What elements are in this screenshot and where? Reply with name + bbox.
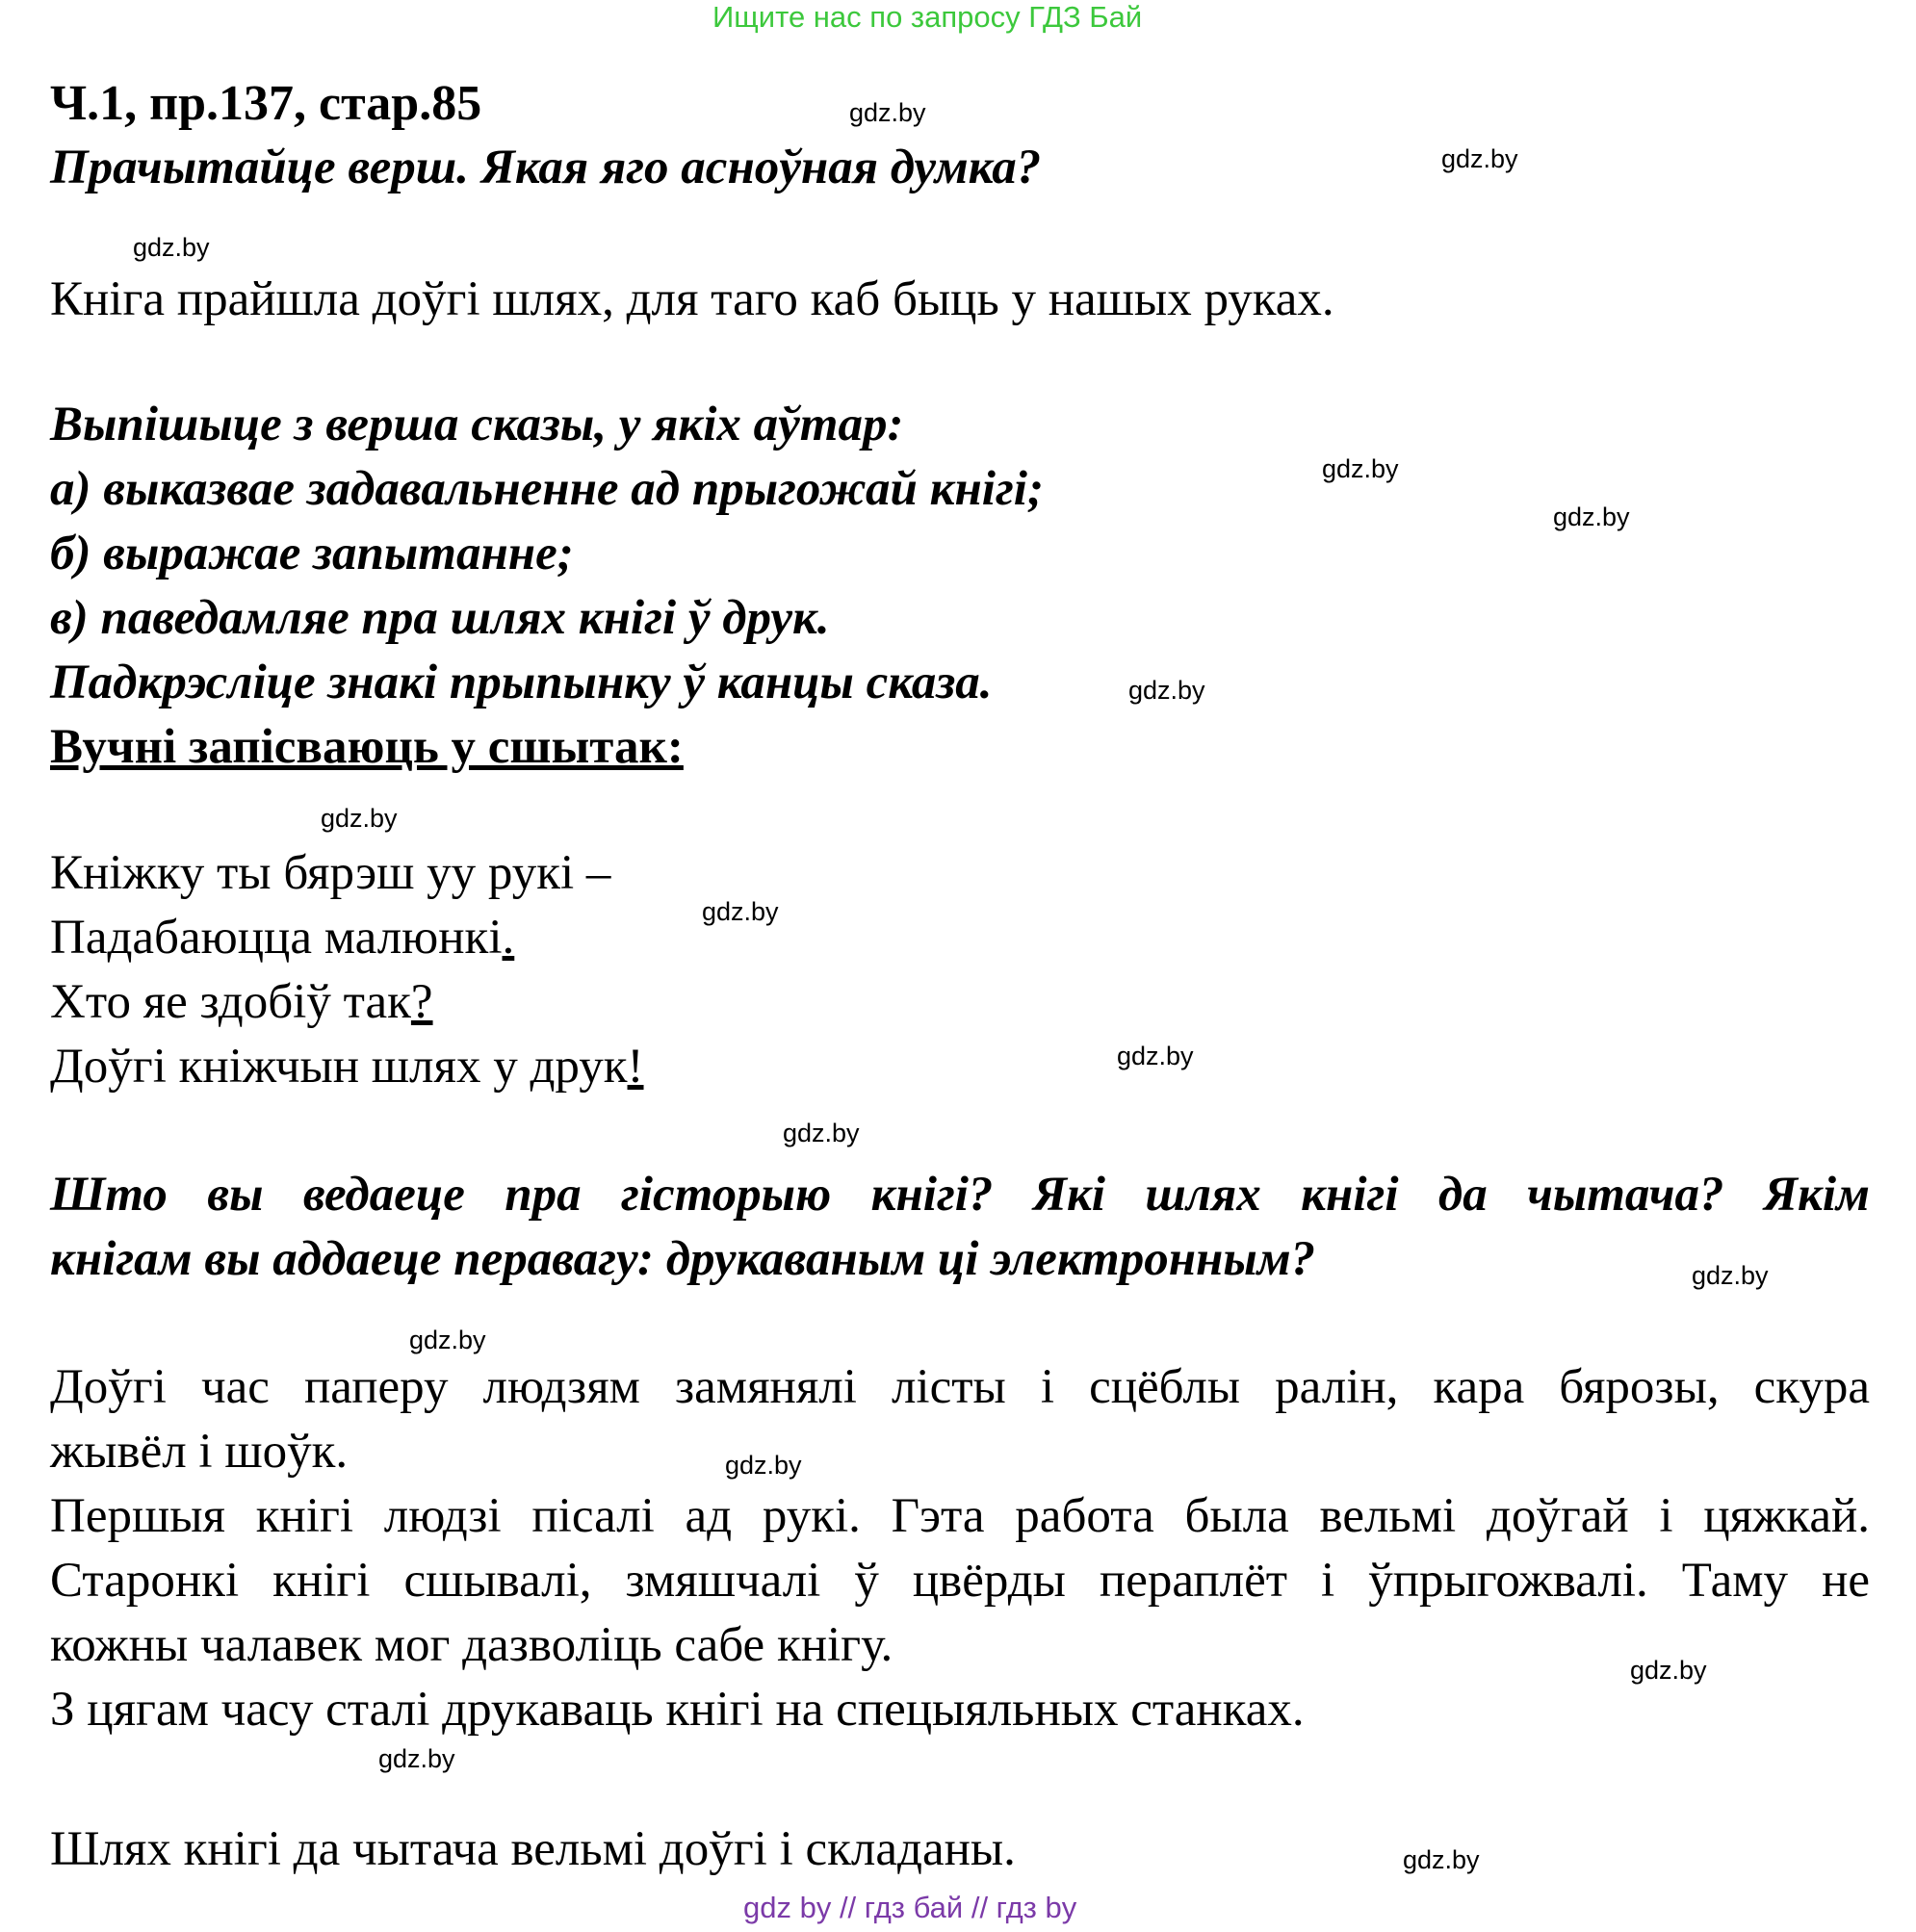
watermark: gdz.by xyxy=(409,1326,486,1354)
task-3-line-2: кнігам вы аддаеце перавагу: друкаваным ці электронным? xyxy=(50,1232,1316,1286)
footer-links: gdz by // гдз бай // гдз by xyxy=(743,1891,1077,1924)
punctuation-mark: ? xyxy=(410,975,433,1029)
watermark: gdz.by xyxy=(378,1744,455,1773)
poem-line-2: Падабаюцца малюнкі. xyxy=(50,911,515,965)
poem-line-4: Доўгі кніжчын шлях у друк! xyxy=(50,1040,644,1094)
punctuation-mark: ! xyxy=(627,1040,644,1094)
task-2-line-4: в) паведамляе пра шлях кнігі ў друк. xyxy=(50,591,830,645)
poem-line-1: Кніжку ты бярэш уу рукі – xyxy=(50,846,611,900)
task-2-line-3: б) выражае запытанне; xyxy=(50,527,574,580)
watermark: gdz.by xyxy=(849,98,926,127)
site-banner: Ищите нас по запросу ГДЗ Бай xyxy=(712,0,1143,34)
watermark: gdz.by xyxy=(1322,454,1399,483)
answer-3-p2-line-3: кожны чалавек мог дазволіць сабе кнігу. xyxy=(50,1618,893,1672)
poem-line-3: Хто яе здобіў так? xyxy=(50,975,433,1029)
answer-3-p3: З цягам часу сталі друкаваць кнігі на спецыяльных станках. xyxy=(50,1683,1305,1737)
answer-3-p1-line-1: Доўгі час паперу людзям замянялі лісты і сцёблы ралін, кара бярозы, скура xyxy=(50,1360,1870,1414)
watermark: gdz.by xyxy=(783,1119,860,1147)
task-2-line-1: Выпішыце з верша сказы, у якіх аўтар: xyxy=(50,398,904,451)
task-3-line-1: Што вы ведаеце пра гісторыю кнігі? Які шлях кнігі да чытача? Якім xyxy=(50,1168,1870,1222)
watermark: gdz.by xyxy=(725,1451,802,1480)
answer-3-p1-line-2: жывёл і шоўк. xyxy=(50,1425,349,1479)
watermark: gdz.by xyxy=(1692,1261,1769,1290)
answer-1: Кніга прайшла доўгі шлях, для таго каб быць у нашых руках. xyxy=(50,272,1334,326)
task-2-line-5: Падкрэсліце знакі прыпынку ў канцы сказа. xyxy=(50,656,993,709)
watermark: gdz.by xyxy=(1553,502,1630,531)
answer-3-p2-line-2: Старонкі кнігі сшывалі, змяшчалі ў цвёрды пераплёт і ўпрыгожвалі. Таму не xyxy=(50,1554,1870,1608)
task-1: Прачытайце верш. Якая яго асноўная думка? xyxy=(50,141,1042,194)
watermark: gdz.by xyxy=(1441,144,1518,173)
watermark: gdz.by xyxy=(133,233,210,262)
watermark: gdz.by xyxy=(702,897,779,926)
punctuation-mark: . xyxy=(502,911,515,965)
answer-3-p4: Шлях кнігі да чытача вельмі доўгі і складаны. xyxy=(50,1822,1016,1876)
watermark: gdz.by xyxy=(1128,676,1205,705)
answer-3-p2-line-1: Першыя кнігі людзі пісалі ад рукі. Гэта работа была вельмі доўгай і цяжкай. xyxy=(50,1489,1870,1543)
notebook-header: Вучні запісваюць у сшытак: xyxy=(50,720,684,774)
watermark: gdz.by xyxy=(321,804,398,833)
watermark: gdz.by xyxy=(1117,1042,1194,1070)
page-title: Ч.1, пр.137, стар.85 xyxy=(50,76,482,131)
task-2-line-2: а) выказвае задавальненне ад прыгожай кнігі; xyxy=(50,462,1044,516)
watermark: gdz.by xyxy=(1630,1656,1707,1685)
watermark: gdz.by xyxy=(1403,1845,1480,1874)
